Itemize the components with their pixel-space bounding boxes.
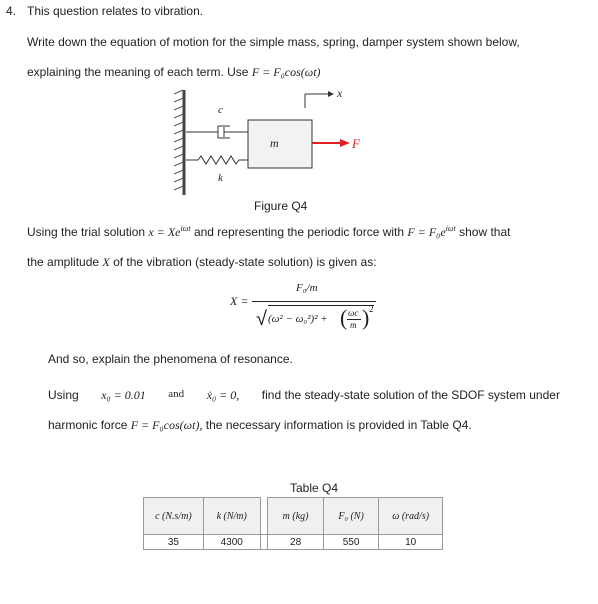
part2-line-2 [27, 255, 377, 270]
equation-numerator: F₀/m [296, 282, 318, 294]
header-frequency: ω (rad/s) [379, 498, 443, 535]
paren-right: ) [362, 305, 370, 330]
question-intro: This question relates to vibration. [27, 4, 204, 18]
equation-lhs: X = [230, 294, 249, 308]
part3-text-b: find the steady-state solution of the SDOF system under [261, 388, 560, 402]
amplitude-symbol: X [102, 255, 110, 269]
mass-block [248, 120, 312, 168]
fraction-bar [252, 301, 376, 302]
table-caption: Table Q4 [290, 481, 339, 495]
part2-line2-a: the amplitude [27, 255, 100, 269]
part3-line-1 [48, 388, 560, 403]
header-damping: c (N.s/m) [144, 498, 204, 535]
value-mass: 28 [268, 535, 324, 550]
force-arrow-head [340, 139, 350, 147]
equation-frac-top: ωc [348, 308, 359, 318]
initial-displacement: x₀ = 0.01 [101, 388, 146, 402]
table-gap [260, 498, 268, 535]
force-label: F [352, 136, 360, 151]
value-force: 550 [323, 535, 379, 550]
equation-denominator-a: (ω² − ω₀²)² + [268, 313, 328, 325]
trial-solution: $x = Xe^{i\omega t}$ [148, 224, 191, 239]
resonance-text: And so, explain the phenomena of resonance. [48, 352, 293, 366]
sqrt-bar [268, 305, 374, 306]
question-number: 4. [6, 4, 17, 18]
equation-frac-bottom: m [350, 320, 357, 330]
part3-text-a: Using [48, 388, 79, 402]
force-formula: F = F₀cos(ωt) [251, 65, 321, 79]
damper [186, 126, 248, 138]
value-frequency: 10 [379, 535, 443, 550]
periodic-force: $F = F_0e^{i\omega t}$ [407, 224, 456, 239]
initial-velocity: ẋ₀ = 0, [206, 388, 240, 402]
x-axis-label: x [337, 86, 343, 100]
wall-hatching [174, 90, 183, 190]
part3-and: and [168, 388, 185, 400]
header-stiffness: k (N/m) [203, 498, 260, 535]
question-line-2-text: explaining the meaning of each term. Use [27, 65, 249, 79]
part3-line2-b: the necessary information is provided in Table Q4. [205, 418, 472, 432]
question-line-1: Write down the equation of motion for the simple mass, spring, damper system shown below, [27, 35, 520, 49]
damper-label: c [218, 104, 223, 116]
sqrt-sign: √ [256, 308, 267, 330]
part3-line-2 [48, 418, 472, 433]
value-stiffness: 4300 [203, 535, 260, 550]
part2-text-a: Using the trial solution [27, 225, 146, 239]
harmonic-force-formula: F = F₀cos(ωt), [130, 418, 203, 432]
question-line-2 [27, 65, 321, 80]
table-q4 [143, 497, 443, 550]
equation-exponent: 2 [369, 304, 374, 314]
mass-label: m [270, 136, 279, 150]
header-mass: m (kg) [268, 498, 324, 535]
spring-label: k [218, 172, 223, 184]
header-force: F₀ (N) [323, 498, 379, 535]
x-axis-arrow-head [328, 91, 334, 97]
part3-line2-a: harmonic force [48, 418, 128, 432]
table-gap-cell [260, 535, 268, 550]
part2-line2-b: of the vibration (steady-state solution) is given as: [113, 255, 377, 269]
part2-line-1 [27, 225, 510, 240]
part2-text-c: show that [459, 225, 511, 239]
spring [186, 156, 248, 164]
figure-caption: Figure Q4 [254, 199, 308, 213]
figure-q4-diagram [170, 80, 410, 200]
value-damping: 35 [144, 535, 204, 550]
part2-text-b: and representing the periodic force with [193, 225, 405, 239]
paren-left: ( [340, 305, 348, 330]
